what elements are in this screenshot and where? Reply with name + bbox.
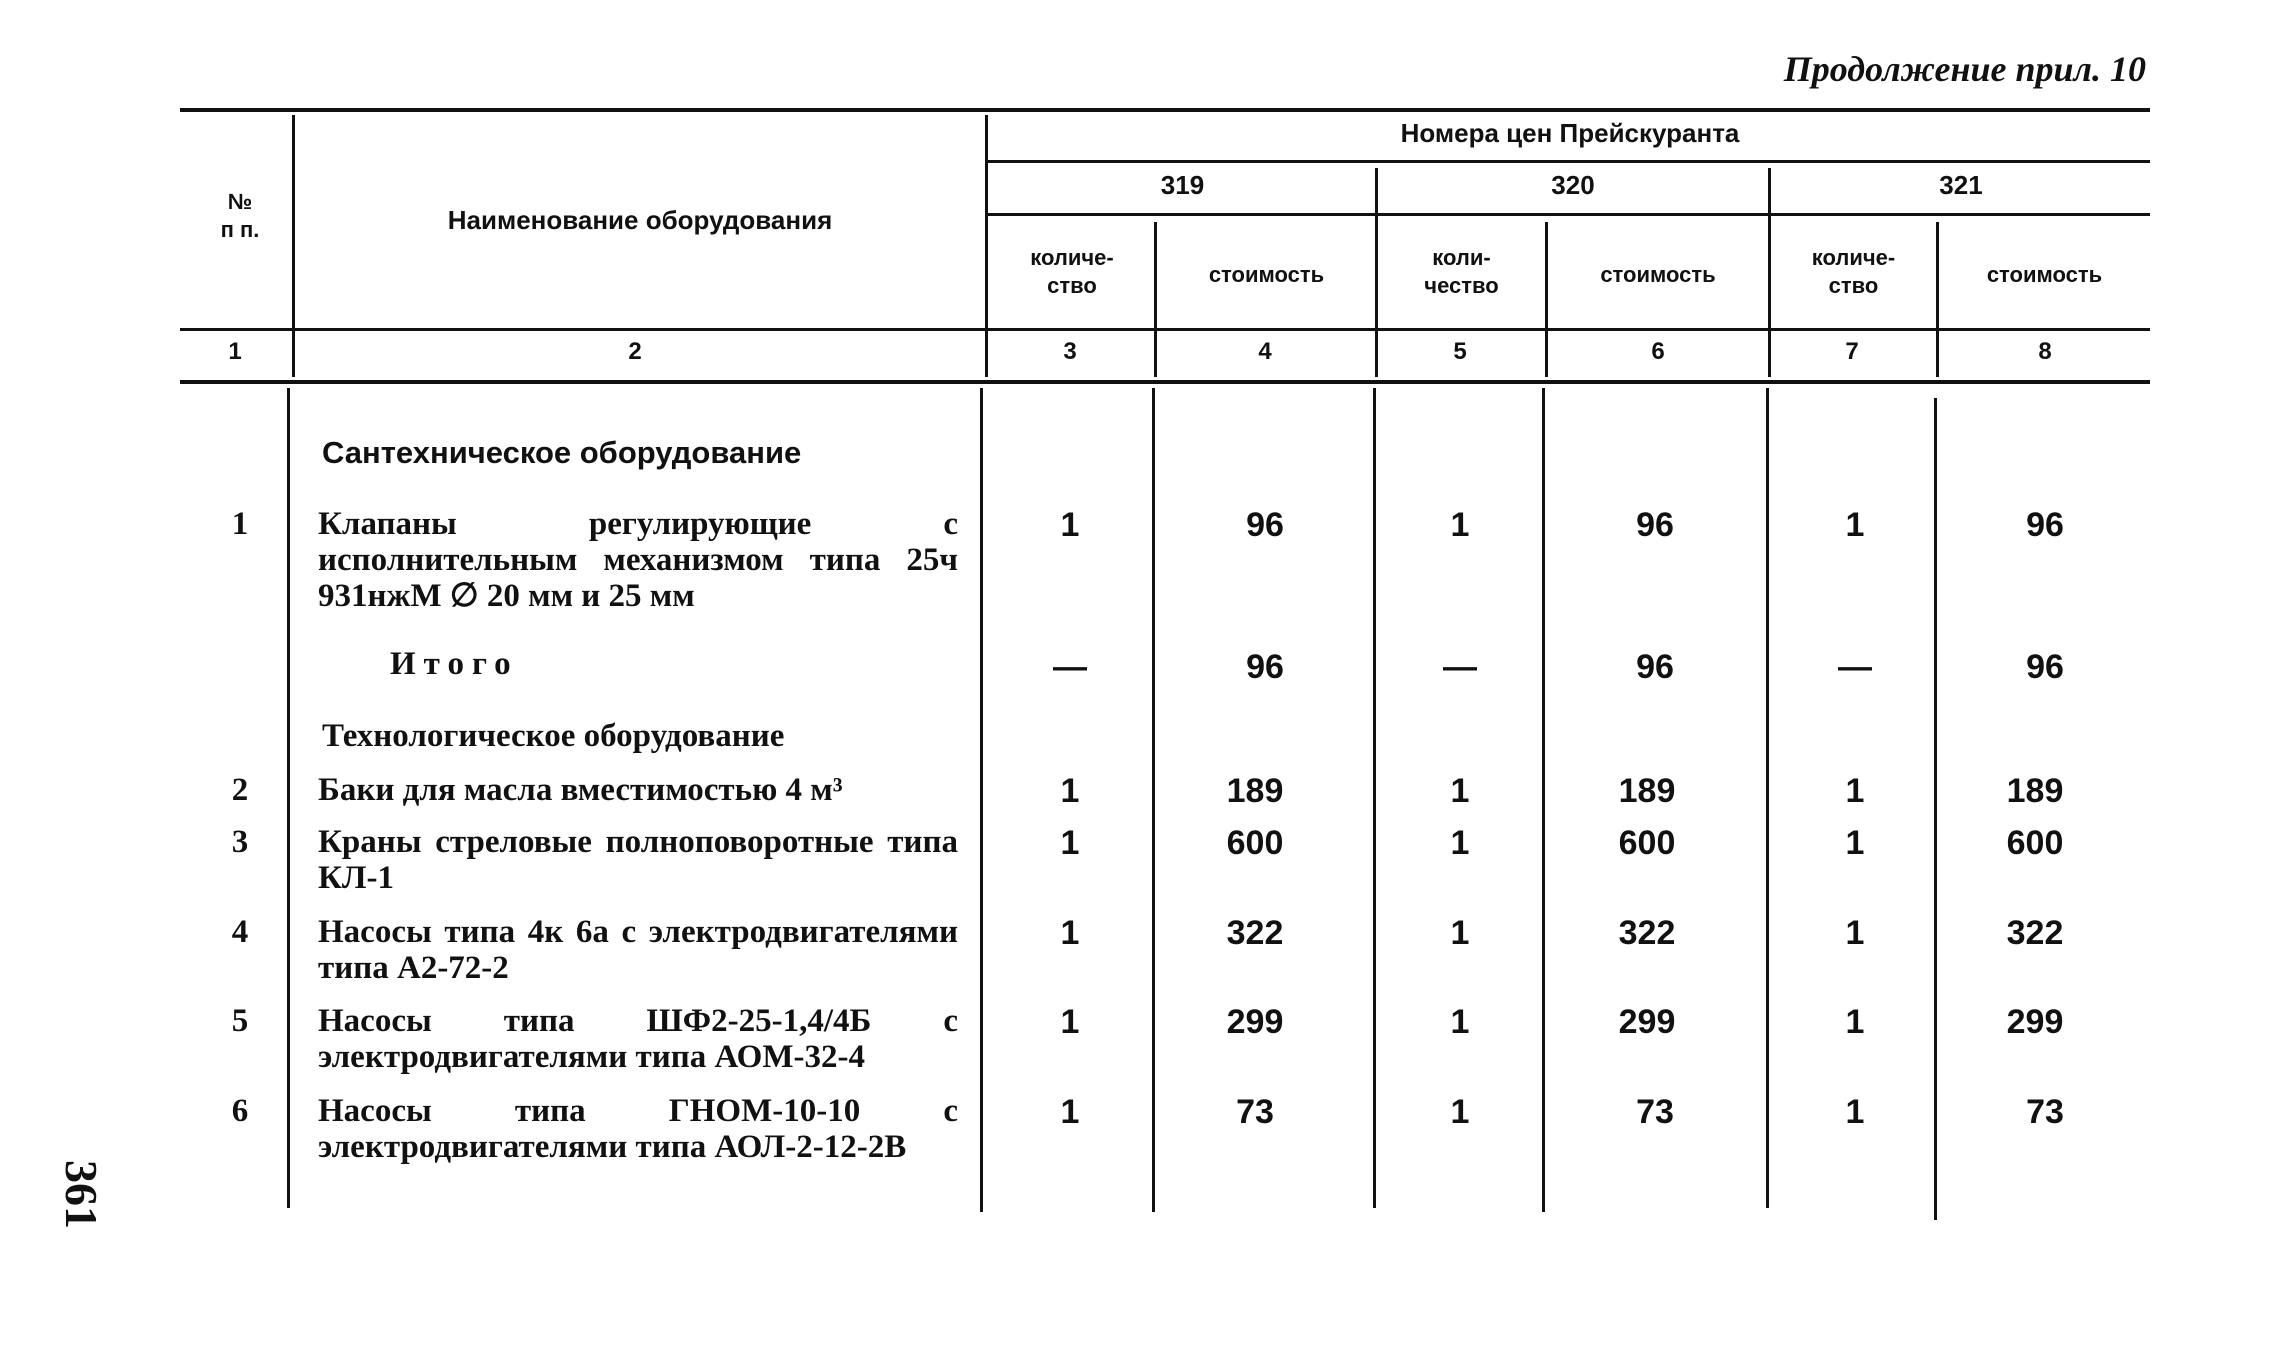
section-title: Технологическое оборудование bbox=[322, 718, 785, 754]
header-qty-line2: ство bbox=[1828, 273, 1879, 298]
table-cell: 1 bbox=[1450, 772, 1470, 810]
table-cell: 96 bbox=[1246, 506, 1284, 544]
table-cell: 1 bbox=[1060, 1093, 1080, 1131]
header-qty-319 bbox=[990, 244, 1154, 300]
price-number-rule bbox=[985, 213, 2150, 216]
table-cell: 96 bbox=[1636, 506, 1674, 544]
table-cell: 1 bbox=[1450, 506, 1470, 544]
row-name: Насосы типа ГНОМ-10-10 с электродвигателями типа АОЛ-2-12-2В bbox=[318, 1093, 958, 1165]
total-cell: 96 bbox=[1246, 648, 1284, 686]
table-cell: 1 bbox=[1845, 1003, 1865, 1041]
column-number: 4 bbox=[1258, 338, 1272, 365]
col-divider bbox=[1373, 388, 1376, 1208]
table-cell: 1 bbox=[1060, 772, 1080, 810]
col-divider bbox=[1936, 222, 1939, 377]
table-cell: 1 bbox=[1060, 1003, 1080, 1041]
col-divider bbox=[1152, 388, 1155, 1212]
total-cell: 96 bbox=[2026, 648, 2064, 686]
header-price-320: 320 bbox=[1551, 170, 1595, 200]
total-label: Итого bbox=[390, 646, 519, 682]
row-number: 6 bbox=[231, 1093, 249, 1129]
total-cell: — bbox=[1443, 648, 1477, 686]
column-number: 1 bbox=[228, 338, 242, 365]
table-cell: 189 bbox=[1226, 772, 1284, 810]
total-cell: 96 bbox=[1636, 648, 1674, 686]
header-qty-line2: чество bbox=[1424, 273, 1499, 298]
page-number: 361 bbox=[56, 1160, 107, 1229]
header-price-group: Номера цен Прейскуранта bbox=[1400, 118, 1740, 148]
row-number: 5 bbox=[231, 1003, 249, 1039]
row-name: Насосы типа 4к 6а с электродвигателями типа А2-72-2 bbox=[318, 914, 958, 986]
row-name: Насосы типа ШФ2-25-1,4/4Б с электродвигателями типа АОМ-32-4 bbox=[318, 1003, 958, 1075]
table-cell: 322 bbox=[2006, 914, 2064, 952]
table-cell: 1 bbox=[1450, 914, 1470, 952]
section-title: Сантехническое оборудование bbox=[322, 435, 802, 470]
table-cell: 322 bbox=[1618, 914, 1676, 952]
table-cell: 1 bbox=[1450, 1093, 1470, 1131]
row-name: Баки для масла вместимостью 4 м³ bbox=[318, 772, 843, 808]
col-divider bbox=[1542, 388, 1545, 1212]
table-cell: 600 bbox=[1618, 824, 1676, 862]
table-cell: 73 bbox=[1636, 1093, 1674, 1131]
header-price-321: 321 bbox=[1939, 170, 1983, 200]
header-qty-line1: коли- bbox=[1432, 245, 1491, 270]
header-bottom-rule bbox=[180, 328, 2150, 331]
col-divider bbox=[1934, 398, 1937, 1220]
header-cost-319: стоимость bbox=[1208, 262, 1325, 287]
column-number: 8 bbox=[2038, 338, 2052, 365]
table-cell: 96 bbox=[2026, 506, 2064, 544]
header-qty-321 bbox=[1771, 244, 1936, 300]
table-cell: 1 bbox=[1450, 1003, 1470, 1041]
table-cell: 1 bbox=[1845, 1093, 1865, 1131]
header-cost-320: стоимость bbox=[1600, 262, 1716, 287]
header-qty-line2: ство bbox=[1047, 273, 1097, 298]
column-number: 5 bbox=[1453, 338, 1467, 365]
col-divider bbox=[292, 115, 295, 377]
price-group-rule bbox=[985, 160, 2150, 163]
col-divider bbox=[1154, 222, 1157, 377]
row-number: 2 bbox=[231, 772, 249, 808]
table-cell: 1 bbox=[1845, 914, 1865, 952]
row-number: 1 bbox=[231, 506, 249, 542]
table-top-rule bbox=[180, 108, 2150, 112]
row-number: 4 bbox=[231, 914, 249, 950]
column-number: 6 bbox=[1651, 338, 1665, 365]
table-cell: 299 bbox=[1226, 1003, 1284, 1041]
table-cell: 600 bbox=[2006, 824, 2064, 862]
col-divider bbox=[1766, 388, 1769, 1208]
table-cell: 189 bbox=[1618, 772, 1676, 810]
table-cell: 1 bbox=[1845, 772, 1865, 810]
col-divider bbox=[1545, 222, 1548, 377]
header-qty-320 bbox=[1378, 244, 1545, 300]
header-qty-line1: количе- bbox=[1030, 245, 1114, 270]
row-name: Клапаны регулирующие с исполнительным механизмом типа 25ч 931нжМ ∅ 20 мм и 25 мм bbox=[318, 506, 958, 614]
row-number: 3 bbox=[231, 824, 249, 860]
col-divider bbox=[980, 388, 983, 1212]
total-cell: — bbox=[1838, 648, 1872, 686]
table-cell: 1 bbox=[1060, 506, 1080, 544]
table-cell: 189 bbox=[2006, 772, 2064, 810]
table-cell: 73 bbox=[2026, 1093, 2064, 1131]
table-cell: 600 bbox=[1226, 824, 1284, 862]
header-price-319: 319 bbox=[1160, 170, 1205, 200]
table-cell: 299 bbox=[1618, 1003, 1676, 1041]
table-cell: 1 bbox=[1060, 914, 1080, 952]
col-divider bbox=[985, 115, 988, 377]
header-cost-321: стоимость bbox=[1986, 262, 2103, 287]
table-cell: 1 bbox=[1845, 506, 1865, 544]
colnum-bottom-rule bbox=[180, 380, 2150, 384]
continuation-label: Продолжение прил. 10 bbox=[1783, 49, 2146, 89]
total-cell: — bbox=[1053, 648, 1087, 686]
table-cell: 1 bbox=[1845, 824, 1865, 862]
header-num bbox=[195, 188, 285, 244]
table-cell: 1 bbox=[1450, 824, 1470, 862]
table-cell: 322 bbox=[1226, 914, 1284, 952]
table-cell: 1 bbox=[1060, 824, 1080, 862]
row-name: Краны стреловые полноповоротные типа КЛ-1 bbox=[318, 824, 958, 896]
header-num-line1: № bbox=[227, 189, 253, 214]
table-cell: 73 bbox=[1236, 1093, 1274, 1131]
col-divider bbox=[287, 388, 290, 1208]
column-number: 3 bbox=[1063, 338, 1077, 365]
column-number: 2 bbox=[628, 338, 642, 365]
header-num-line2: п п. bbox=[220, 217, 260, 242]
column-number: 7 bbox=[1845, 338, 1859, 365]
header-equipment-name: Наименование оборудования bbox=[447, 205, 833, 235]
header-qty-line1: количе- bbox=[1811, 245, 1896, 270]
table-cell: 299 bbox=[2006, 1003, 2064, 1041]
